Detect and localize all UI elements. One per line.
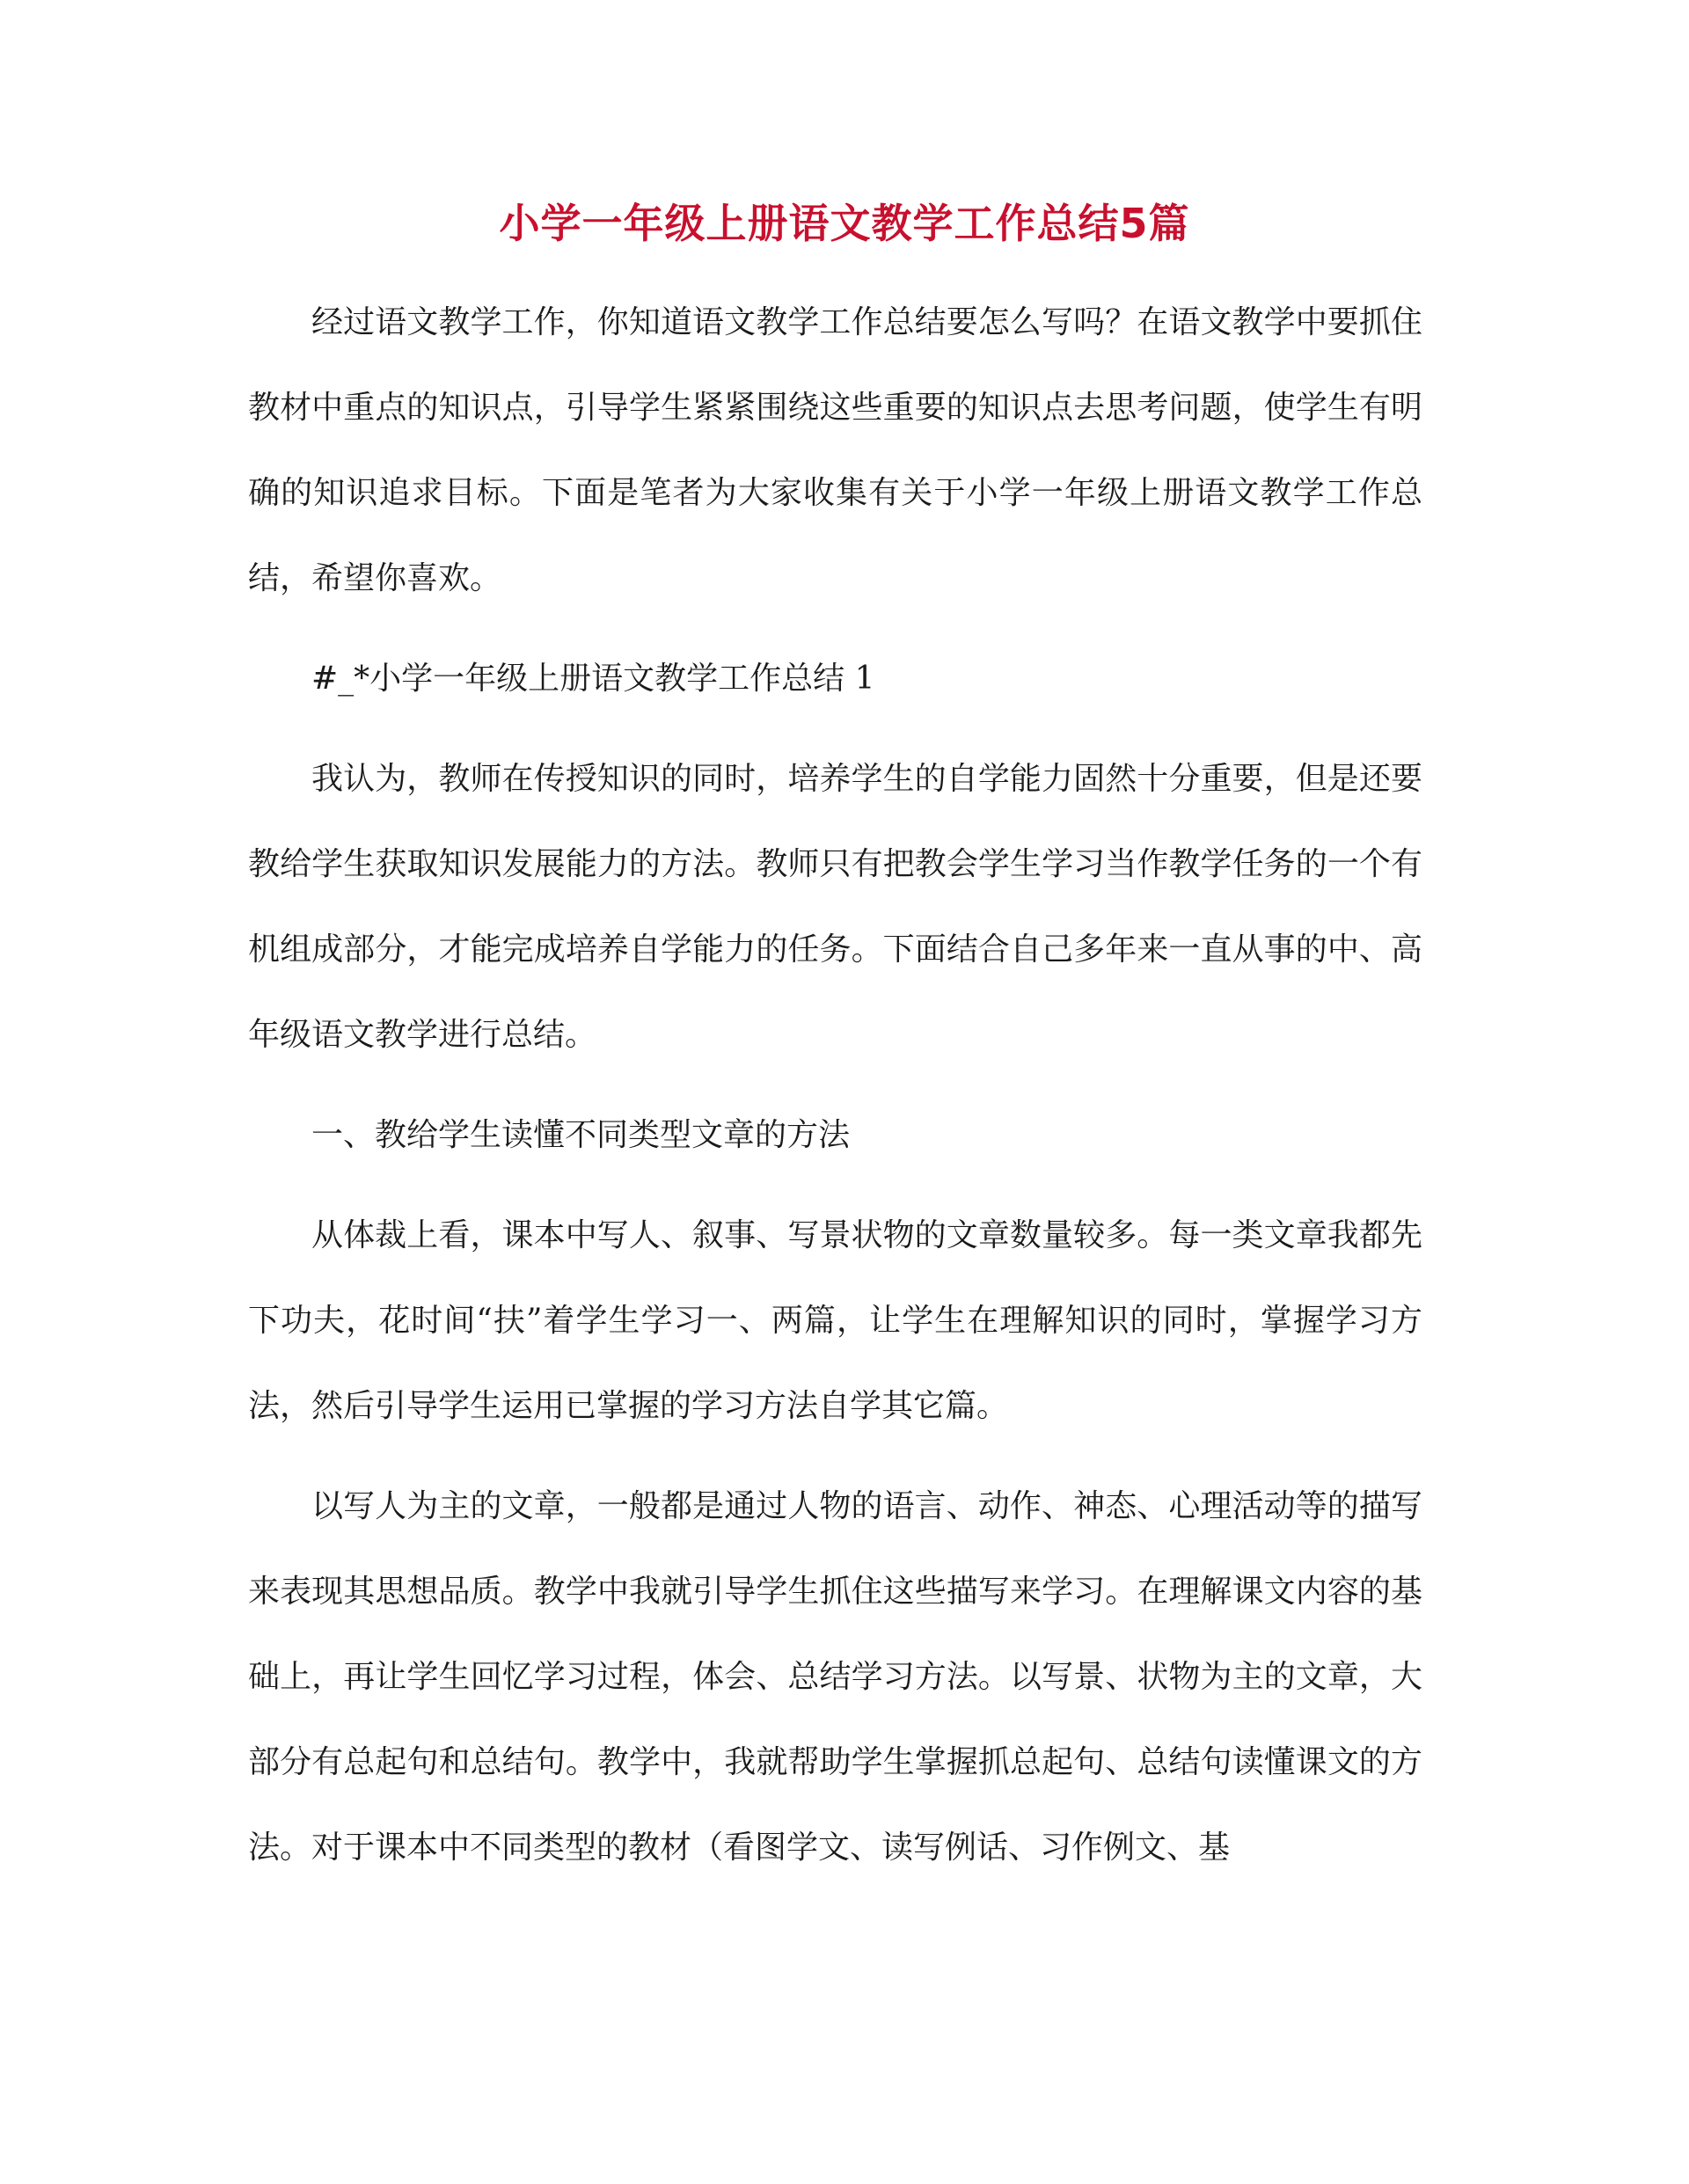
document-body xyxy=(248,280,1422,1905)
document-title: 小学一年级上册语文教学工作总结5篇 xyxy=(499,200,1190,247)
body-paragraph: 我认为，教师在传授知识的同时，培养学生的自学能力固然十分重要，但是还要教给学生获取知识发展能力的方法。教师只有把教会学生学习当作教学任务的一个有机组成部分，才能完成培养自学能力的任务。下面结合自己多年来一直从事的中、高年级语文教学进行总结。 xyxy=(248,761,1422,1053)
intro-paragraph: 经过语文教学工作，你知道语文教学工作总结要怎么写吗？在语文教学中要抓住教材中重点的知识点，引导学生紧紧围绕这些重要的知识点去思考问题，使学生有明确的知识追求目标。下面是笔者为大家收集有关于小学一年级上册语文教学工作总结，希望你喜欢。 xyxy=(248,304,1422,596)
body-paragraph: 从体裁上看，课本中写人、叙事、写景状物的文章数量较多。每一类文章我都先下功夫，花时间“扶”着学生学习一、两篇，让学生在理解知识的同时，掌握学习方法，然后引导学生运用已掌握的学习方法自学其它篇。 xyxy=(248,1217,1422,1424)
body-paragraph: 以写人为主的文章，一般都是通过人物的语言、动作、神态、心理活动等的描写来表现其思想品质。教学中我就引导学生抓住这些描写来学习。在理解课文内容的基础上，再让学生回忆学习过程，体会、总结学习方法。以写景、状物为主的文章，大部分有总起句和总结句。教学中，我就帮助学生掌握抓总起句、总结句读懂课文的方法。对于课本中不同类型的教材（看图学文、读写例话、习作例文、基 xyxy=(248,1488,1422,1866)
section-heading: #_*小学一年级上册语文教学工作总结 1 xyxy=(311,661,875,697)
subsection-heading: 一、教给学生读懂不同类型文章的方法 xyxy=(311,1117,851,1153)
